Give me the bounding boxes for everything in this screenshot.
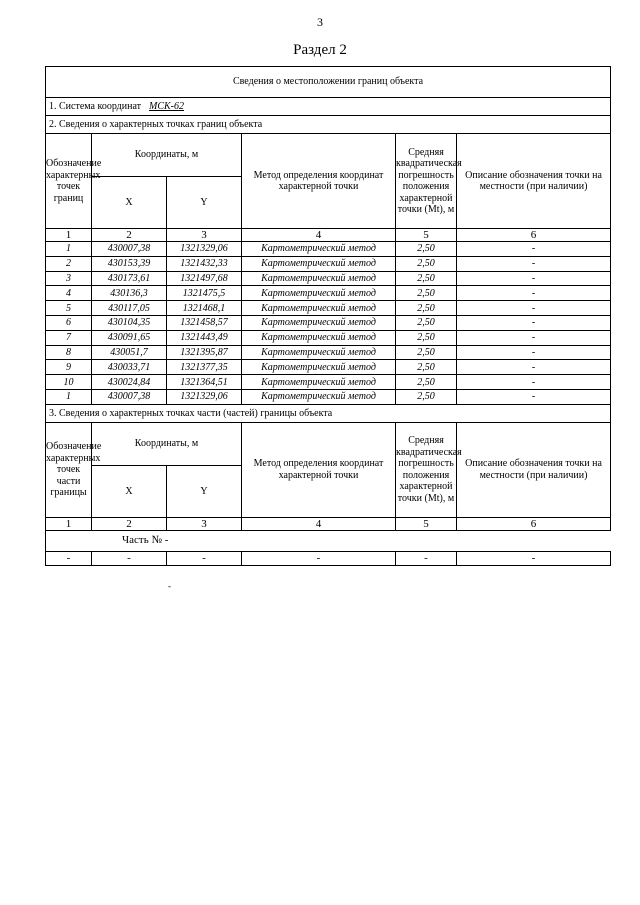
method-cell: Картометрический метод	[242, 286, 396, 301]
s3-header-y: Y	[167, 465, 242, 517]
method-cell: Картометрический метод	[242, 315, 396, 330]
col-number: 3	[167, 229, 242, 242]
description-cell: -	[457, 315, 611, 330]
s2-header-coordinates: Координаты, м	[92, 134, 242, 177]
table-cell: -	[457, 551, 611, 565]
table-row	[46, 360, 611, 375]
col-number: 2	[92, 517, 167, 530]
part-row	[46, 530, 611, 551]
s3-empty-row	[46, 551, 611, 565]
point-number-cell: 2	[46, 256, 92, 271]
section-title: Раздел 2	[293, 42, 347, 58]
section3-title: 3. Сведения о характерных точках части (частей) границы объекта	[46, 404, 611, 422]
method-cell: Картометрический метод	[242, 360, 396, 375]
mean-error-cell: 2,50	[396, 301, 457, 316]
y-coordinate-cell: 1321458,57	[167, 315, 242, 330]
point-number-cell: 8	[46, 345, 92, 360]
description-cell: -	[457, 286, 611, 301]
description-cell: -	[457, 301, 611, 316]
s3-header-x: X	[92, 465, 167, 517]
footer-mark: -	[168, 581, 171, 591]
table-row	[46, 315, 611, 330]
mean-error-cell: 2,50	[396, 330, 457, 345]
y-coordinate-cell: 1321497,68	[167, 271, 242, 286]
description-cell: -	[457, 271, 611, 286]
y-coordinate-cell: 1321395,87	[167, 345, 242, 360]
table-row	[46, 286, 611, 301]
s3-column-numbers	[46, 517, 611, 530]
method-cell: Картометрический метод	[242, 375, 396, 390]
col-number: 3	[167, 517, 242, 530]
col-number: 5	[396, 229, 457, 242]
col-number: 2	[92, 229, 167, 242]
mean-error-cell: 2,50	[396, 286, 457, 301]
col-number: 4	[242, 517, 396, 530]
description-cell: -	[457, 330, 611, 345]
mean-error-cell: 2,50	[396, 360, 457, 375]
x-coordinate-cell: 430007,38	[92, 242, 167, 257]
table-row	[46, 301, 611, 316]
x-coordinate-cell: 430153,39	[92, 256, 167, 271]
x-coordinate-cell: 430173,61	[92, 271, 167, 286]
description-cell: -	[457, 389, 611, 404]
col-number: 6	[457, 517, 611, 530]
method-cell: Картометрический метод	[242, 271, 396, 286]
s2-header-y: Y	[167, 177, 242, 229]
x-coordinate-cell: 430136,3	[92, 286, 167, 301]
page-number: 3	[317, 15, 323, 29]
s2-header-method: Метод определения координат характерной точки	[242, 134, 396, 229]
x-coordinate-cell: 430117,05	[92, 301, 167, 316]
s2-header-mean-error: Средняя квадратическая погрешность положения характерной точки (Mt), м	[396, 134, 457, 229]
section2-title: 2. Сведения о характерных точках границ объекта	[46, 116, 611, 134]
x-coordinate-cell: 430033,71	[92, 360, 167, 375]
point-number-cell: 7	[46, 330, 92, 345]
mean-error-cell: 2,50	[396, 389, 457, 404]
point-number-cell: 10	[46, 375, 92, 390]
table-cell: -	[242, 551, 396, 565]
method-cell: Картометрический метод	[242, 345, 396, 360]
y-coordinate-cell: 1321443,49	[167, 330, 242, 345]
table-row	[46, 271, 611, 286]
point-number-cell: 1	[46, 242, 92, 257]
table-row	[46, 330, 611, 345]
method-cell: Картометрический метод	[242, 301, 396, 316]
table-cell: -	[46, 551, 92, 565]
y-coordinate-cell: 1321329,06	[167, 389, 242, 404]
s2-header-point: Обозначение характерных точек границ	[46, 134, 92, 229]
mean-error-cell: 2,50	[396, 345, 457, 360]
s3-header-point: Обозначение характерных точек части границы	[46, 422, 92, 517]
s3-header-mean-error: Средняя квадратическая погрешность положения характерной точки (Mt), м	[396, 422, 457, 517]
y-coordinate-cell: 1321329,06	[167, 242, 242, 257]
x-coordinate-cell: 430104,35	[92, 315, 167, 330]
mean-error-cell: 2,50	[396, 315, 457, 330]
table-row	[46, 345, 611, 360]
x-coordinate-cell: 430051,7	[92, 345, 167, 360]
col-number: 6	[457, 229, 611, 242]
coord-system-label: 1. Система координат	[49, 100, 142, 112]
s3-header-method: Метод определения координат характерной точки	[242, 422, 396, 517]
s3-header-description: Описание обозначения точки на местности (при наличии)	[457, 422, 611, 517]
col-number: 1	[46, 517, 92, 530]
mean-error-cell: 2,50	[396, 375, 457, 390]
method-cell: Картометрический метод	[242, 242, 396, 257]
method-cell: Картометрический метод	[242, 330, 396, 345]
col-number: 5	[396, 517, 457, 530]
y-coordinate-cell: 1321377,35	[167, 360, 242, 375]
method-cell: Картометрический метод	[242, 256, 396, 271]
point-number-cell: 5	[46, 301, 92, 316]
y-coordinate-cell: 1321432,33	[167, 256, 242, 271]
point-number-cell: 4	[46, 286, 92, 301]
table-row	[46, 256, 611, 271]
description-cell: -	[457, 360, 611, 375]
x-coordinate-cell: 430024,84	[92, 375, 167, 390]
description-cell: -	[457, 375, 611, 390]
table-cell: -	[167, 551, 242, 565]
s2-header-description: Описание обозначения точки на местности (при наличии)	[457, 134, 611, 229]
s3-header-coordinates: Координаты, м	[92, 422, 242, 465]
y-coordinate-cell: 1321475,5	[167, 286, 242, 301]
coord-system-row	[46, 98, 611, 116]
mean-error-cell: 2,50	[396, 242, 457, 257]
col-number: 1	[46, 229, 92, 242]
description-cell: -	[457, 242, 611, 257]
s2-data-rows	[46, 242, 611, 405]
x-coordinate-cell: 430091,65	[92, 330, 167, 345]
table-cell: -	[92, 551, 167, 565]
mean-error-cell: 2,50	[396, 256, 457, 271]
table-cell: -	[396, 551, 457, 565]
point-number-cell: 1	[46, 389, 92, 404]
point-number-cell: 9	[46, 360, 92, 375]
coord-system-value: МСК-62	[149, 100, 185, 112]
s2-header-x: X	[92, 177, 167, 229]
y-coordinate-cell: 1321364,51	[167, 375, 242, 390]
mean-error-cell: 2,50	[396, 271, 457, 286]
point-number-cell: 3	[46, 271, 92, 286]
table-row	[46, 375, 611, 390]
method-cell: Картометрический метод	[242, 389, 396, 404]
col-number: 4	[242, 229, 396, 242]
y-coordinate-cell: 1321468,1	[167, 301, 242, 316]
part-label: Часть № -	[46, 530, 611, 551]
description-cell: -	[457, 345, 611, 360]
table-row	[46, 389, 611, 404]
description-cell: -	[457, 256, 611, 271]
table-row	[46, 242, 611, 257]
point-number-cell: 6	[46, 315, 92, 330]
s2-column-numbers	[46, 229, 611, 242]
boundaries-table	[45, 66, 611, 566]
table-title: Сведения о местоположении границ объекта	[46, 67, 611, 98]
x-coordinate-cell: 430007,38	[92, 389, 167, 404]
